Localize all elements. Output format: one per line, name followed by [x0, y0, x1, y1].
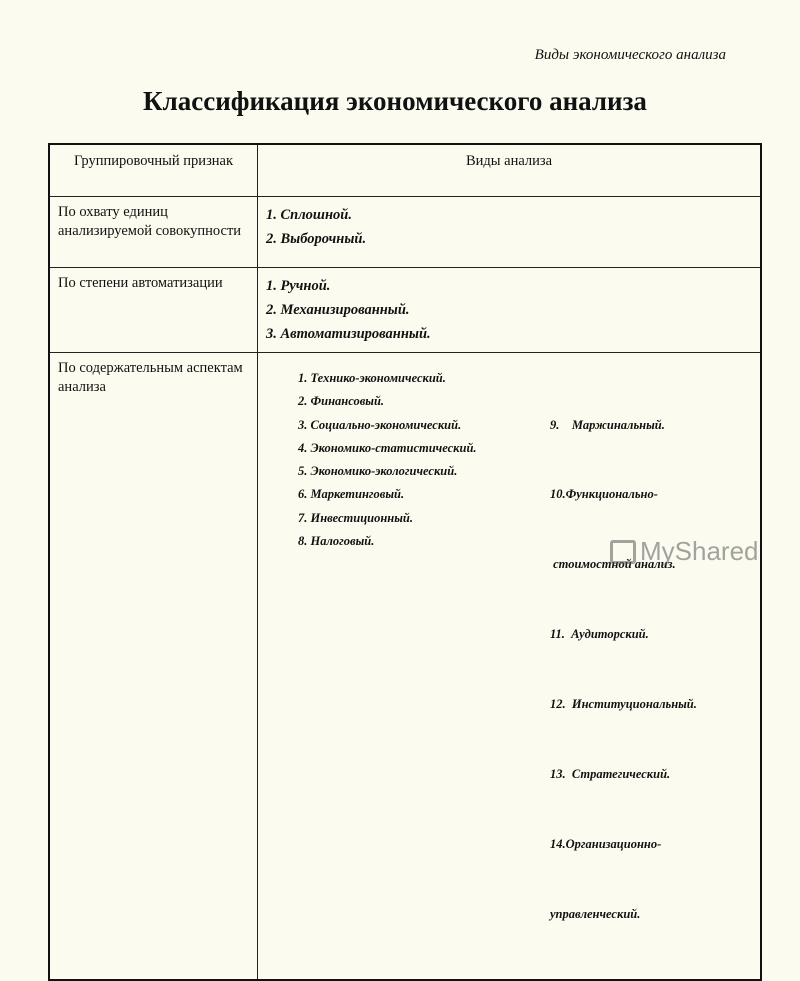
type-item: стоимостной анализ. — [550, 557, 676, 572]
table-header-row — [49, 144, 761, 197]
table-row — [49, 353, 761, 980]
subtitle: Виды экономического анализа — [534, 47, 726, 63]
type-item: 1. Технико-экономический. — [298, 371, 446, 385]
type-item: 2. Механизированный. — [266, 302, 410, 318]
criterion-cell: По степени автоматизации — [49, 268, 258, 353]
type-item: 5. Экономико-экологический. — [298, 464, 458, 479]
types-cell — [258, 268, 762, 353]
watermark-text: MyShared — [640, 536, 759, 566]
types-cell — [258, 353, 762, 980]
type-item: 3. Автоматизированный. — [266, 326, 431, 342]
table-row — [49, 268, 761, 353]
types-column-1 — [298, 367, 550, 973]
type-item: 7. Инвестиционный. — [298, 510, 413, 525]
criterion-cell: По содержательным аспектам анализа — [49, 353, 258, 980]
type-item: 13. Стратегический. — [550, 767, 671, 782]
header-types: Виды анализа — [258, 144, 762, 197]
type-item: 9. Маржинальный. — [550, 417, 665, 432]
page-title: Классификация экономического анализа — [143, 86, 647, 116]
type-item: 2. Финансовый. — [298, 394, 385, 409]
type-item: управленческий. — [550, 906, 641, 921]
table-row — [49, 197, 761, 268]
types-cell — [258, 197, 762, 268]
type-item: 4. Экономико-статистический. — [298, 440, 477, 455]
header-criterion: Группировочный признак — [49, 144, 258, 197]
type-item: 6. Маркетинговый. — [298, 487, 405, 502]
criterion-cell: По охвату единиц анализируемой совокупности — [49, 197, 258, 268]
type-item: 1. Ручной. — [266, 278, 331, 294]
type-item: 12. Институциональный. — [550, 697, 697, 712]
type-item: 11. Аудиторский. — [550, 627, 649, 642]
type-item: 1. Сплошной. — [266, 207, 352, 223]
type-item: 10.Функционально- — [550, 487, 658, 502]
type-item: 14.Организационно- — [550, 836, 662, 851]
type-item: 2. Выборочный. — [266, 231, 367, 247]
type-item: 8. Налоговый. — [298, 534, 375, 549]
presentation-board-icon — [610, 540, 636, 564]
watermark — [610, 536, 759, 567]
types-column-2 — [550, 367, 697, 973]
type-item: 3. Социально-экономический. — [298, 417, 462, 432]
